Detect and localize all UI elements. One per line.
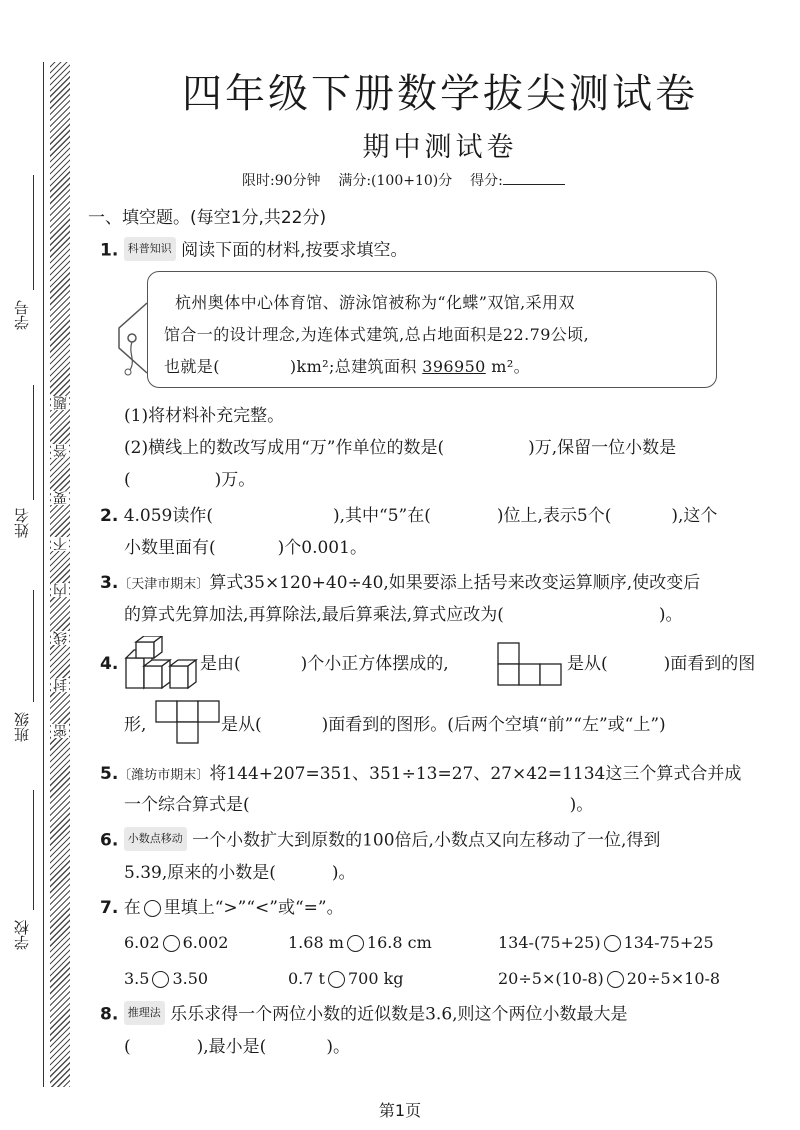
q-text: 是从( <box>221 715 262 735</box>
warning-char: 内 <box>53 583 69 597</box>
q-text: 小数里面有( <box>124 538 216 558</box>
compare-item <box>288 932 432 954</box>
warning-char: 要 <box>53 491 69 505</box>
card-text: 也就是( <box>164 357 220 376</box>
warning-char: 封 <box>53 678 69 692</box>
compare-right: 134-75+25 <box>623 933 714 952</box>
q-text: )。 <box>569 795 594 815</box>
question-number: 2. <box>100 506 119 526</box>
name-line <box>33 385 34 500</box>
question-number: 6. <box>100 830 119 851</box>
compare-circle[interactable] <box>152 971 169 988</box>
card-line-1: 杭州奥体中心体育馆、游泳馆被称为“化蝶”双馆,采用双 <box>175 293 575 312</box>
source-tag: 〔潍坊市期末〕 <box>118 768 210 783</box>
compare-circle[interactable] <box>607 971 624 988</box>
question-5-cont <box>124 794 593 816</box>
question-number: 8. <box>100 1004 119 1025</box>
q-text: 的算式先算加法,再算除法,最后算乘法,算式应改为( <box>124 605 504 625</box>
student-id-line <box>33 175 34 290</box>
underlined-number: 396950 <box>422 357 486 376</box>
q-text: )。 <box>331 863 356 883</box>
question-4-cont <box>124 714 146 736</box>
compare-left: 20÷5×(10-8) <box>498 969 604 988</box>
q-text: )面看到的图 <box>663 654 756 674</box>
compare-item <box>498 968 720 990</box>
q-text: ( <box>124 470 131 490</box>
page-number: 第1页 <box>378 1101 422 1120</box>
question-number: 1. <box>100 240 119 261</box>
q-text: 形, <box>124 715 147 735</box>
question-4-part3 <box>221 714 666 736</box>
topic-tag: 科普知识 <box>124 237 176 261</box>
question-3 <box>100 572 700 596</box>
q-text: )。 <box>658 605 683 625</box>
question-4-part2 <box>567 653 755 675</box>
compare-item <box>498 932 714 954</box>
front-view-grid-icon <box>497 642 563 686</box>
compare-circle[interactable] <box>347 935 364 952</box>
source-tag: 〔天津市期末〕 <box>118 577 210 592</box>
topic-tag: 推理法 <box>124 1001 165 1025</box>
compare-item <box>124 968 208 990</box>
compare-right: 6.002 <box>182 933 229 952</box>
q-text: ( <box>124 1037 131 1057</box>
q1-sub2-cont <box>124 469 255 491</box>
compare-left: 134-(75+25) <box>498 933 601 952</box>
q-text: ),最小是( <box>196 1037 267 1057</box>
score-blank[interactable] <box>503 170 565 185</box>
label-class: 班级 <box>13 712 31 742</box>
q1-sub2 <box>124 437 676 459</box>
question-2-cont <box>124 537 367 559</box>
q-text: )面看到的图形。(后两个空填“前”“左”或“上”) <box>321 715 666 735</box>
card-line-2: 馆合一的设计理念,为连体式建筑,总占地面积是22.79公顷, <box>164 325 590 344</box>
page-title: 四年级下册数学拔尖测试卷 <box>182 71 698 117</box>
compare-right: 3.50 <box>172 969 209 988</box>
compare-left: 3.5 <box>124 969 150 988</box>
question-3-cont <box>124 604 682 626</box>
q-text: 4.059读作( <box>123 506 214 526</box>
q-text: (2)横线上的数改写成用“万”作单位的数是( <box>124 438 445 458</box>
q-text: ),这个 <box>671 506 718 526</box>
top-view-grid-icon <box>155 700 221 746</box>
q-text: )万,保留一位小数是 <box>528 438 677 458</box>
compare-circle[interactable] <box>328 971 345 988</box>
q-text: )个0.001。 <box>277 538 367 558</box>
q-text: 是由( <box>200 654 241 674</box>
question-number: 7. <box>100 898 119 918</box>
compare-right: 20÷5×10-8 <box>626 969 721 988</box>
question-6 <box>100 829 660 853</box>
time-limit: 限时:90分钟 <box>242 173 321 189</box>
label-student-id: 学号 <box>13 300 31 330</box>
question-number: 3. <box>100 573 119 593</box>
question-4 <box>200 653 449 675</box>
binding-strip <box>0 0 85 1130</box>
compare-left: 0.7 t <box>288 969 325 988</box>
compare-item <box>288 968 404 990</box>
question-2 <box>100 505 717 527</box>
label-school: 学校 <box>13 920 31 950</box>
circle-icon <box>144 900 161 917</box>
q-text: 5.39,原来的小数是( <box>124 863 276 883</box>
cube-stack-icon <box>122 636 198 692</box>
question-number: 5. <box>100 764 119 784</box>
card-text: )km²;总建筑面积 <box>289 357 417 376</box>
compare-circle[interactable] <box>604 935 621 952</box>
warning-char: 线 <box>53 631 69 645</box>
topic-tag: 小数点移动 <box>124 827 187 851</box>
q-text: 是从( <box>567 654 608 674</box>
q-text: 一个综合算式是( <box>124 795 250 815</box>
q-text: 算式35×120+40÷40,如果要添上括号来改变运算顺序,使改变后 <box>209 573 701 593</box>
warning-char: 不 <box>53 537 69 551</box>
question-7 <box>100 897 344 919</box>
question-stem: 阅读下面的材料,按要求填空。 <box>181 240 408 261</box>
question-number: 4. <box>100 654 119 674</box>
q-text: )万。 <box>214 470 256 490</box>
exam-meta <box>242 170 565 190</box>
compare-left: 1.68 m <box>288 933 344 952</box>
compare-left: 6.02 <box>124 933 160 952</box>
warning-char: 题 <box>53 396 69 410</box>
compare-item <box>124 932 228 954</box>
q-text: 里填上“>”“<”或“=”。 <box>163 898 344 918</box>
section-heading: 一、填空题。(每空1分,共22分) <box>88 208 327 228</box>
q1-sub1: (1)将材料补充完整。 <box>124 406 285 426</box>
page-subtitle: 期中测试卷 <box>362 132 518 163</box>
q-text: 在 <box>123 898 141 918</box>
question-4-number <box>100 653 118 675</box>
compare-circle[interactable] <box>163 935 180 952</box>
q-text: )个小正方体摆成的, <box>300 654 449 674</box>
question-6-cont <box>124 862 356 884</box>
full-score: 满分:(100+10)分 <box>338 173 453 189</box>
q-text: 乐乐求得一个两位小数的近似数是3.6,则这个两位小数最大是 <box>170 1004 628 1025</box>
q-text: 将144+207=351、351÷13=27、27×42=1134这三个算式合并成 <box>209 764 742 784</box>
label-name: 姓名 <box>13 508 31 538</box>
q-text: ),其中“5”在( <box>333 506 431 526</box>
q-text: 一个小数扩大到原数的100倍后,小数点又向左移动了一位,得到 <box>192 830 661 851</box>
card-text: m²。 <box>491 357 531 376</box>
question-1 <box>100 239 408 263</box>
class-line <box>33 590 34 702</box>
question-5 <box>100 763 741 787</box>
compare-right: 16.8 cm <box>366 933 432 952</box>
card-line-3 <box>164 354 530 377</box>
binding-line <box>43 62 44 1087</box>
q-text: )位上,表示5个( <box>496 506 612 526</box>
question-8 <box>100 1003 628 1027</box>
school-line <box>33 790 34 910</box>
warning-char: 答 <box>53 444 69 458</box>
q-text: )。 <box>326 1037 350 1057</box>
question-8-cont <box>124 1036 350 1058</box>
score-label: 得分: <box>470 173 503 189</box>
binding-hatch <box>50 62 70 1087</box>
warning-char: 密 <box>53 724 69 738</box>
compare-right: 700 kg <box>347 969 404 988</box>
